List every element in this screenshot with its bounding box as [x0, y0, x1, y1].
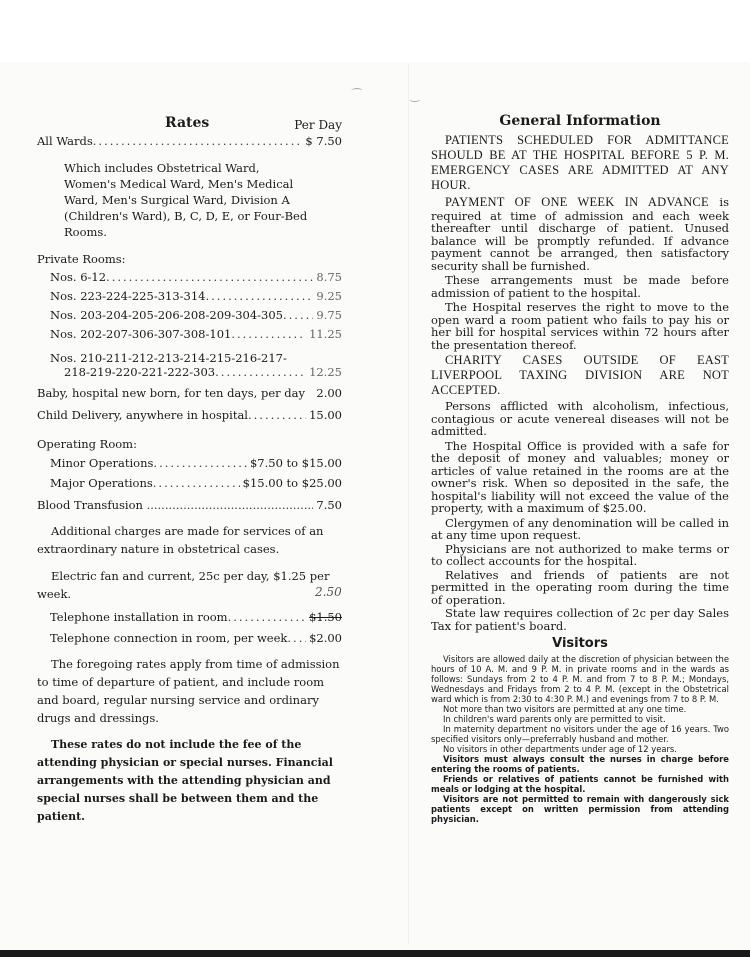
admission-restrictions-paragraph: Persons afflicted with alcoholism, infectious, contagious or acute venereal diseases will not be admitted. — [431, 399, 729, 438]
arrangements-paragraph: These arrangements must be made before admission of patient to the hospital. — [431, 273, 729, 300]
per-day-header: Per Day — [294, 118, 342, 132]
rates-title: Rates — [165, 115, 210, 131]
visitor-rule: Friends or relatives of patients cannot be furnished with meals or lodging at the hospital. — [431, 773, 729, 794]
rates-section — [37, 112, 342, 826]
rate-row-telephone-connection: Telephone connection in room, per week ..... $2.00 — [37, 631, 342, 645]
general-information-title: General Information — [499, 113, 661, 129]
move-to-ward-paragraph: The Hospital reserves the right to move to the open ward a room patient who fails to pay his or her bill for hospital services within 72 hours after the presentation thereof. — [431, 300, 729, 352]
advance-payment-paragraph: PAYMENT OF ONE WEEK IN ADVANCE is required at time of admission and each week thereafter until discharge of patient. Unused balance will be promptly refunded. If advance payment cannot be arranged, then satisfactory security shall be furnished. — [431, 194, 729, 273]
operating-room-visitors-paragraph: Relatives and friends of patients are not permitted in the operating room during the time of operation. — [431, 567, 729, 607]
visitor-rule: In maternity department no visitors under the age of 16 years. Two specified visitors only—preferrably husband and mother. — [431, 723, 729, 744]
rate-row-blood-transfusion: Blood Transfusion ..... 7.50 — [37, 498, 342, 512]
rate-row-all-wards: All Wards ..... $ 7.50 — [37, 134, 342, 148]
wards-description: Which includes Obstetrical Ward, Women's Medical Ward, Men's Medical Ward, Men's Surgical Ward, Division A (Children's Ward), B, C, D, E, or Four-Bed Rooms. — [64, 161, 308, 239]
clergymen-paragraph: Clergymen of any denomination will be called in at any time upon request. — [431, 515, 729, 542]
rate-row-minor-operations: Minor Operations ..... $7.50 to $15.00 — [37, 456, 342, 470]
foregoing-rates-note: The foregoing rates apply from time of admission to time of departure of patient, and include room and board, regular nursing service and ordinary drugs and dressings. — [37, 657, 340, 725]
visitors-title: Visitors — [552, 636, 608, 651]
private-rooms-heading: Private Rooms: — [37, 252, 126, 266]
visitor-rule: Not more than two visitors are permitted at any one time. — [443, 703, 687, 714]
visitor-rule: No visitors in other departments under age of 12 years. — [443, 743, 677, 754]
rate-row-baby: Baby, hospital new born, for ten days, per day 2.00 — [37, 386, 342, 400]
hospital-safe-paragraph: The Hospital Office is provided with a safe for the deposit of money and valuables; money or articles of value retained in the rooms are at the owner's risk. When so deposited in the safe, the hospital's liability will not exceed the value of the property, with a maximum of $25.00. — [431, 438, 729, 515]
rate-row-major-operations: Major Operations ..... $15.00 to $25.00 — [37, 476, 342, 490]
operating-room-heading: Operating Room: — [37, 437, 137, 451]
physicians-paragraph: Physicians are not authorized to make terms or to collect accounts for the hospital. — [431, 541, 729, 568]
bottom-edge — [0, 950, 750, 957]
charity-cases-notice: CHARITY CASES OUTSIDE OF EAST LIVERPOOL TAXING DIVISION ARE NOT ACCEPTED. — [431, 353, 729, 397]
rate-row-room: Nos. 202-207-306-307-308-101 ..... 11.25 — [37, 327, 342, 346]
rate-row-child-delivery: Child Delivery, anywhere in hospital ..... 15.00 — [37, 408, 342, 422]
general-information-section — [431, 115, 729, 824]
visitor-rule: Visitors are allowed daily at the discretion of physician between the hours of 10 A. M. and 9 P. M. in private rooms and in the wards as follows: Sundays from 2 to 4 P. M. and from 7 to 8 P. M.; Mondays, Wednesdays and Fridays from 2 to 4 P. M. (except in the Obstetrical ward which is from 2:30 to 4:30 P. M.) and evenings from 7 to 8 P. M. — [431, 653, 729, 704]
rate-row-room: Nos. 6-12 ..... 8.75 — [37, 270, 342, 289]
visitors-rules — [431, 654, 729, 824]
rate-row-room-multi: Nos. 210-211-212-213-214-215-216-217- 218-219-220-221-222-303 ..... 12.25 — [37, 351, 342, 379]
visitor-rule: Visitors must always consult the nurses in charge before entering the rooms of patients. — [431, 753, 729, 774]
visitor-rule: Visitors are not permitted to remain with dangerously sick patients except on written permission from attending physician. — [431, 793, 729, 824]
additional-charges-note: Additional charges are made for services of an extraordinary nature in obstetrical cases. — [37, 524, 324, 556]
sales-tax-paragraph: State law requires collection of 2c per day Sales Tax for patient's board. — [431, 606, 729, 633]
handwritten-amount: 2.50 — [315, 585, 342, 599]
rate-row-telephone-install: Telephone installation in room ..... $1.50 — [37, 610, 342, 624]
physician-fee-note: These rates do not include the fee of the attending physician or special nurses. Financial arrangements with the attending physician and special nurses shall be between them and the patient. — [37, 738, 333, 823]
admittance-notice: PATIENTS SCHEDULED FOR ADMITTANCE SHOULD BE AT THE HOSPITAL BEFORE 5 P. M. EMERGENCY CASES ARE ADMITTED AT ANY HOUR. — [431, 132, 729, 192]
staple-mark: ⁀ — [352, 88, 362, 102]
visitor-rule: In children's ward parents only are permitted to visit. — [443, 713, 666, 724]
electric-fan-note: Electric fan and current, 25c per day, $1.25 per week. — [37, 569, 330, 601]
rate-row-room: Nos. 203-204-205-206-208-209-304-305 ..... 9.75 — [37, 308, 342, 327]
staple-mark: ‿ — [410, 88, 420, 102]
center-fold — [408, 64, 409, 944]
rate-row-room: Nos. 223-224-225-313-314 ..... 9.25 — [37, 289, 342, 308]
